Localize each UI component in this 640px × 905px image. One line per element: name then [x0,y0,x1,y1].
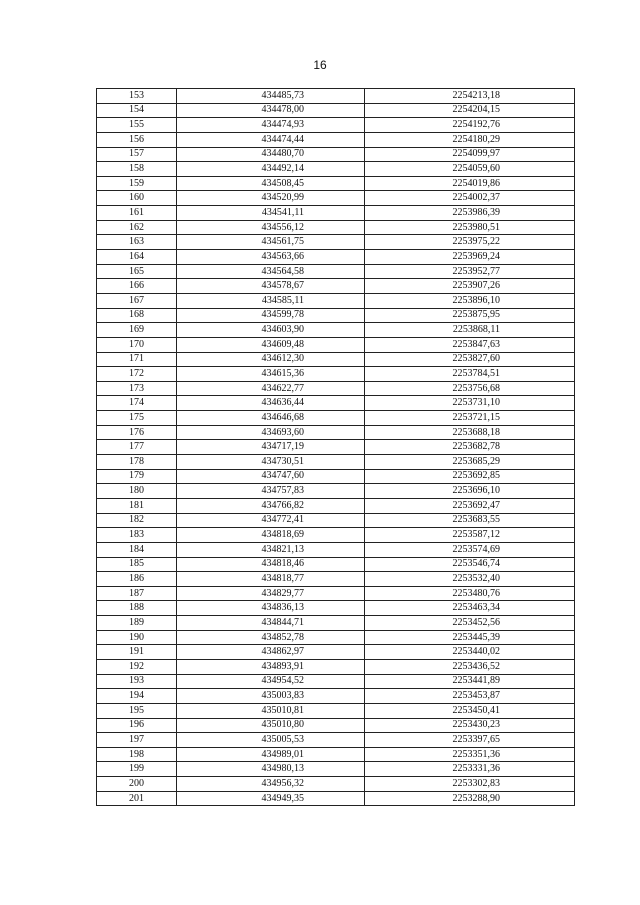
x-coordinate-cell: 434609,48 [177,337,365,352]
x-coordinate-cell: 434474,44 [177,132,365,147]
y-coordinate-cell: 2253532,40 [365,572,575,587]
point-number-cell: 156 [97,132,177,147]
table-row [97,250,575,265]
table-row [97,337,575,352]
point-number-cell: 186 [97,572,177,587]
y-coordinate-cell: 2254059,60 [365,162,575,177]
x-coordinate-cell: 434480,70 [177,147,365,162]
table-row [97,572,575,587]
y-coordinate-cell: 2253546,74 [365,557,575,572]
x-coordinate-cell: 434564,58 [177,264,365,279]
x-coordinate-cell: 434730,51 [177,455,365,470]
x-coordinate-cell: 434766,82 [177,498,365,513]
y-coordinate-cell: 2253453,87 [365,689,575,704]
x-coordinate-cell: 434949,35 [177,791,365,806]
point-number-cell: 153 [97,89,177,104]
point-number-cell: 164 [97,250,177,265]
point-number-cell: 173 [97,381,177,396]
point-number-cell: 190 [97,630,177,645]
y-coordinate-cell: 2253980,51 [365,220,575,235]
table-row [97,425,575,440]
y-coordinate-cell: 2253351,36 [365,747,575,762]
y-coordinate-cell: 2253692,85 [365,469,575,484]
point-number-cell: 175 [97,411,177,426]
point-number-cell: 168 [97,308,177,323]
y-coordinate-cell: 2253896,10 [365,293,575,308]
table-row [97,557,575,572]
y-coordinate-cell: 2254204,15 [365,103,575,118]
table-row [97,220,575,235]
x-coordinate-cell: 434829,77 [177,586,365,601]
y-coordinate-cell: 2253986,39 [365,206,575,221]
x-coordinate-cell: 435010,80 [177,718,365,733]
x-coordinate-cell: 434520,99 [177,191,365,206]
y-coordinate-cell: 2253331,36 [365,762,575,777]
y-coordinate-cell: 2253952,77 [365,264,575,279]
table-row [97,206,575,221]
x-coordinate-cell: 434818,69 [177,528,365,543]
point-number-cell: 181 [97,498,177,513]
x-coordinate-cell: 434717,19 [177,440,365,455]
point-number-cell: 162 [97,220,177,235]
x-coordinate-cell: 434989,01 [177,747,365,762]
table-row [97,293,575,308]
point-number-cell: 172 [97,367,177,382]
point-number-cell: 185 [97,557,177,572]
point-number-cell: 165 [97,264,177,279]
y-coordinate-cell: 2253784,51 [365,367,575,382]
y-coordinate-cell: 2254002,37 [365,191,575,206]
point-number-cell: 169 [97,323,177,338]
y-coordinate-cell: 2254192,76 [365,118,575,133]
table-row [97,147,575,162]
y-coordinate-cell: 2254213,18 [365,89,575,104]
table-row [97,132,575,147]
table-row [97,586,575,601]
table-row [97,674,575,689]
x-coordinate-cell: 434599,78 [177,308,365,323]
table-row [97,777,575,792]
y-coordinate-cell: 2253436,52 [365,659,575,674]
point-number-cell: 160 [97,191,177,206]
point-number-cell: 177 [97,440,177,455]
y-coordinate-cell: 2253868,11 [365,323,575,338]
table-row [97,762,575,777]
y-coordinate-cell: 2253827,60 [365,352,575,367]
table-row [97,352,575,367]
table-row [97,498,575,513]
y-coordinate-cell: 2253682,78 [365,440,575,455]
point-number-cell: 199 [97,762,177,777]
table-row [97,659,575,674]
x-coordinate-cell: 434561,75 [177,235,365,250]
y-coordinate-cell: 2253685,29 [365,455,575,470]
table-row [97,308,575,323]
x-coordinate-cell: 434980,13 [177,762,365,777]
x-coordinate-cell: 434893,91 [177,659,365,674]
y-coordinate-cell: 2253721,15 [365,411,575,426]
point-number-cell: 192 [97,659,177,674]
page-number: 16 [313,58,327,72]
coordinates-table [96,88,575,806]
y-coordinate-cell: 2253969,24 [365,250,575,265]
x-coordinate-cell: 434492,14 [177,162,365,177]
point-number-cell: 195 [97,703,177,718]
table-row [97,396,575,411]
table-row [97,542,575,557]
table-row [97,747,575,762]
x-coordinate-cell: 434508,45 [177,176,365,191]
point-number-cell: 198 [97,747,177,762]
y-coordinate-cell: 2254099,97 [365,147,575,162]
y-coordinate-cell: 2253587,12 [365,528,575,543]
y-coordinate-cell: 2253288,90 [365,791,575,806]
x-coordinate-cell: 434818,46 [177,557,365,572]
point-number-cell: 161 [97,206,177,221]
table-row [97,118,575,133]
point-number-cell: 159 [97,176,177,191]
table-row [97,279,575,294]
table-row [97,264,575,279]
point-number-cell: 189 [97,616,177,631]
point-number-cell: 182 [97,513,177,528]
y-coordinate-cell: 2253463,34 [365,601,575,616]
y-coordinate-cell: 2253688,18 [365,425,575,440]
x-coordinate-cell: 434563,66 [177,250,365,265]
point-number-cell: 200 [97,777,177,792]
point-number-cell: 167 [97,293,177,308]
y-coordinate-cell: 2253452,56 [365,616,575,631]
x-coordinate-cell: 435005,53 [177,733,365,748]
x-coordinate-cell: 434478,00 [177,103,365,118]
y-coordinate-cell: 2253397,65 [365,733,575,748]
x-coordinate-cell: 434818,77 [177,572,365,587]
table-row [97,616,575,631]
table-row [97,455,575,470]
y-coordinate-cell: 2253907,26 [365,279,575,294]
y-coordinate-cell: 2253692,47 [365,498,575,513]
y-coordinate-cell: 2253440,02 [365,645,575,660]
point-number-cell: 170 [97,337,177,352]
y-coordinate-cell: 2253574,69 [365,542,575,557]
point-number-cell: 179 [97,469,177,484]
table-row [97,440,575,455]
table-row [97,689,575,704]
point-number-cell: 158 [97,162,177,177]
point-number-cell: 178 [97,455,177,470]
x-coordinate-cell: 434485,73 [177,89,365,104]
x-coordinate-cell: 435010,81 [177,703,365,718]
table-row [97,528,575,543]
table-row [97,367,575,382]
x-coordinate-cell: 434954,52 [177,674,365,689]
point-number-cell: 163 [97,235,177,250]
table-row [97,469,575,484]
x-coordinate-cell: 434772,41 [177,513,365,528]
point-number-cell: 176 [97,425,177,440]
table-row [97,89,575,104]
point-number-cell: 155 [97,118,177,133]
x-coordinate-cell: 434862,97 [177,645,365,660]
y-coordinate-cell: 2253441,89 [365,674,575,689]
x-coordinate-cell: 434747,60 [177,469,365,484]
table-row [97,323,575,338]
x-coordinate-cell: 434693,60 [177,425,365,440]
table-row [97,162,575,177]
y-coordinate-cell: 2253480,76 [365,586,575,601]
point-number-cell: 154 [97,103,177,118]
point-number-cell: 157 [97,147,177,162]
y-coordinate-cell: 2254019,86 [365,176,575,191]
point-number-cell: 180 [97,484,177,499]
x-coordinate-cell: 435003,83 [177,689,365,704]
table-row [97,103,575,118]
x-coordinate-cell: 434541,11 [177,206,365,221]
y-coordinate-cell: 2253756,68 [365,381,575,396]
point-number-cell: 188 [97,601,177,616]
x-coordinate-cell: 434585,11 [177,293,365,308]
point-number-cell: 187 [97,586,177,601]
y-coordinate-cell: 2253875,95 [365,308,575,323]
x-coordinate-cell: 434603,90 [177,323,365,338]
point-number-cell: 196 [97,718,177,733]
point-number-cell: 191 [97,645,177,660]
x-coordinate-cell: 434474,93 [177,118,365,133]
y-coordinate-cell: 2253975,22 [365,235,575,250]
table-row [97,381,575,396]
table-row [97,513,575,528]
y-coordinate-cell: 2253731,10 [365,396,575,411]
y-coordinate-cell: 2254180,29 [365,132,575,147]
x-coordinate-cell: 434956,32 [177,777,365,792]
x-coordinate-cell: 434646,68 [177,411,365,426]
table-row [97,601,575,616]
y-coordinate-cell: 2253445,39 [365,630,575,645]
point-number-cell: 171 [97,352,177,367]
x-coordinate-cell: 434852,78 [177,630,365,645]
y-coordinate-cell: 2253696,10 [365,484,575,499]
point-number-cell: 194 [97,689,177,704]
x-coordinate-cell: 434615,36 [177,367,365,382]
table-row [97,484,575,499]
x-coordinate-cell: 434757,83 [177,484,365,499]
table-row [97,411,575,426]
y-coordinate-cell: 2253847,63 [365,337,575,352]
coordinates-table-body [97,89,575,806]
point-number-cell: 184 [97,542,177,557]
table-row [97,645,575,660]
point-number-cell: 197 [97,733,177,748]
x-coordinate-cell: 434821,13 [177,542,365,557]
point-number-cell: 193 [97,674,177,689]
x-coordinate-cell: 434844,71 [177,616,365,631]
table-row [97,733,575,748]
y-coordinate-cell: 2253302,83 [365,777,575,792]
point-number-cell: 201 [97,791,177,806]
table-row [97,630,575,645]
table-row [97,791,575,806]
point-number-cell: 166 [97,279,177,294]
x-coordinate-cell: 434636,44 [177,396,365,411]
table-row [97,703,575,718]
table-row [97,235,575,250]
x-coordinate-cell: 434622,77 [177,381,365,396]
y-coordinate-cell: 2253683,55 [365,513,575,528]
y-coordinate-cell: 2253430,23 [365,718,575,733]
x-coordinate-cell: 434578,67 [177,279,365,294]
y-coordinate-cell: 2253450,41 [365,703,575,718]
x-coordinate-cell: 434556,12 [177,220,365,235]
point-number-cell: 174 [97,396,177,411]
table-row [97,718,575,733]
table-row [97,176,575,191]
x-coordinate-cell: 434836,13 [177,601,365,616]
table-row [97,191,575,206]
x-coordinate-cell: 434612,30 [177,352,365,367]
point-number-cell: 183 [97,528,177,543]
